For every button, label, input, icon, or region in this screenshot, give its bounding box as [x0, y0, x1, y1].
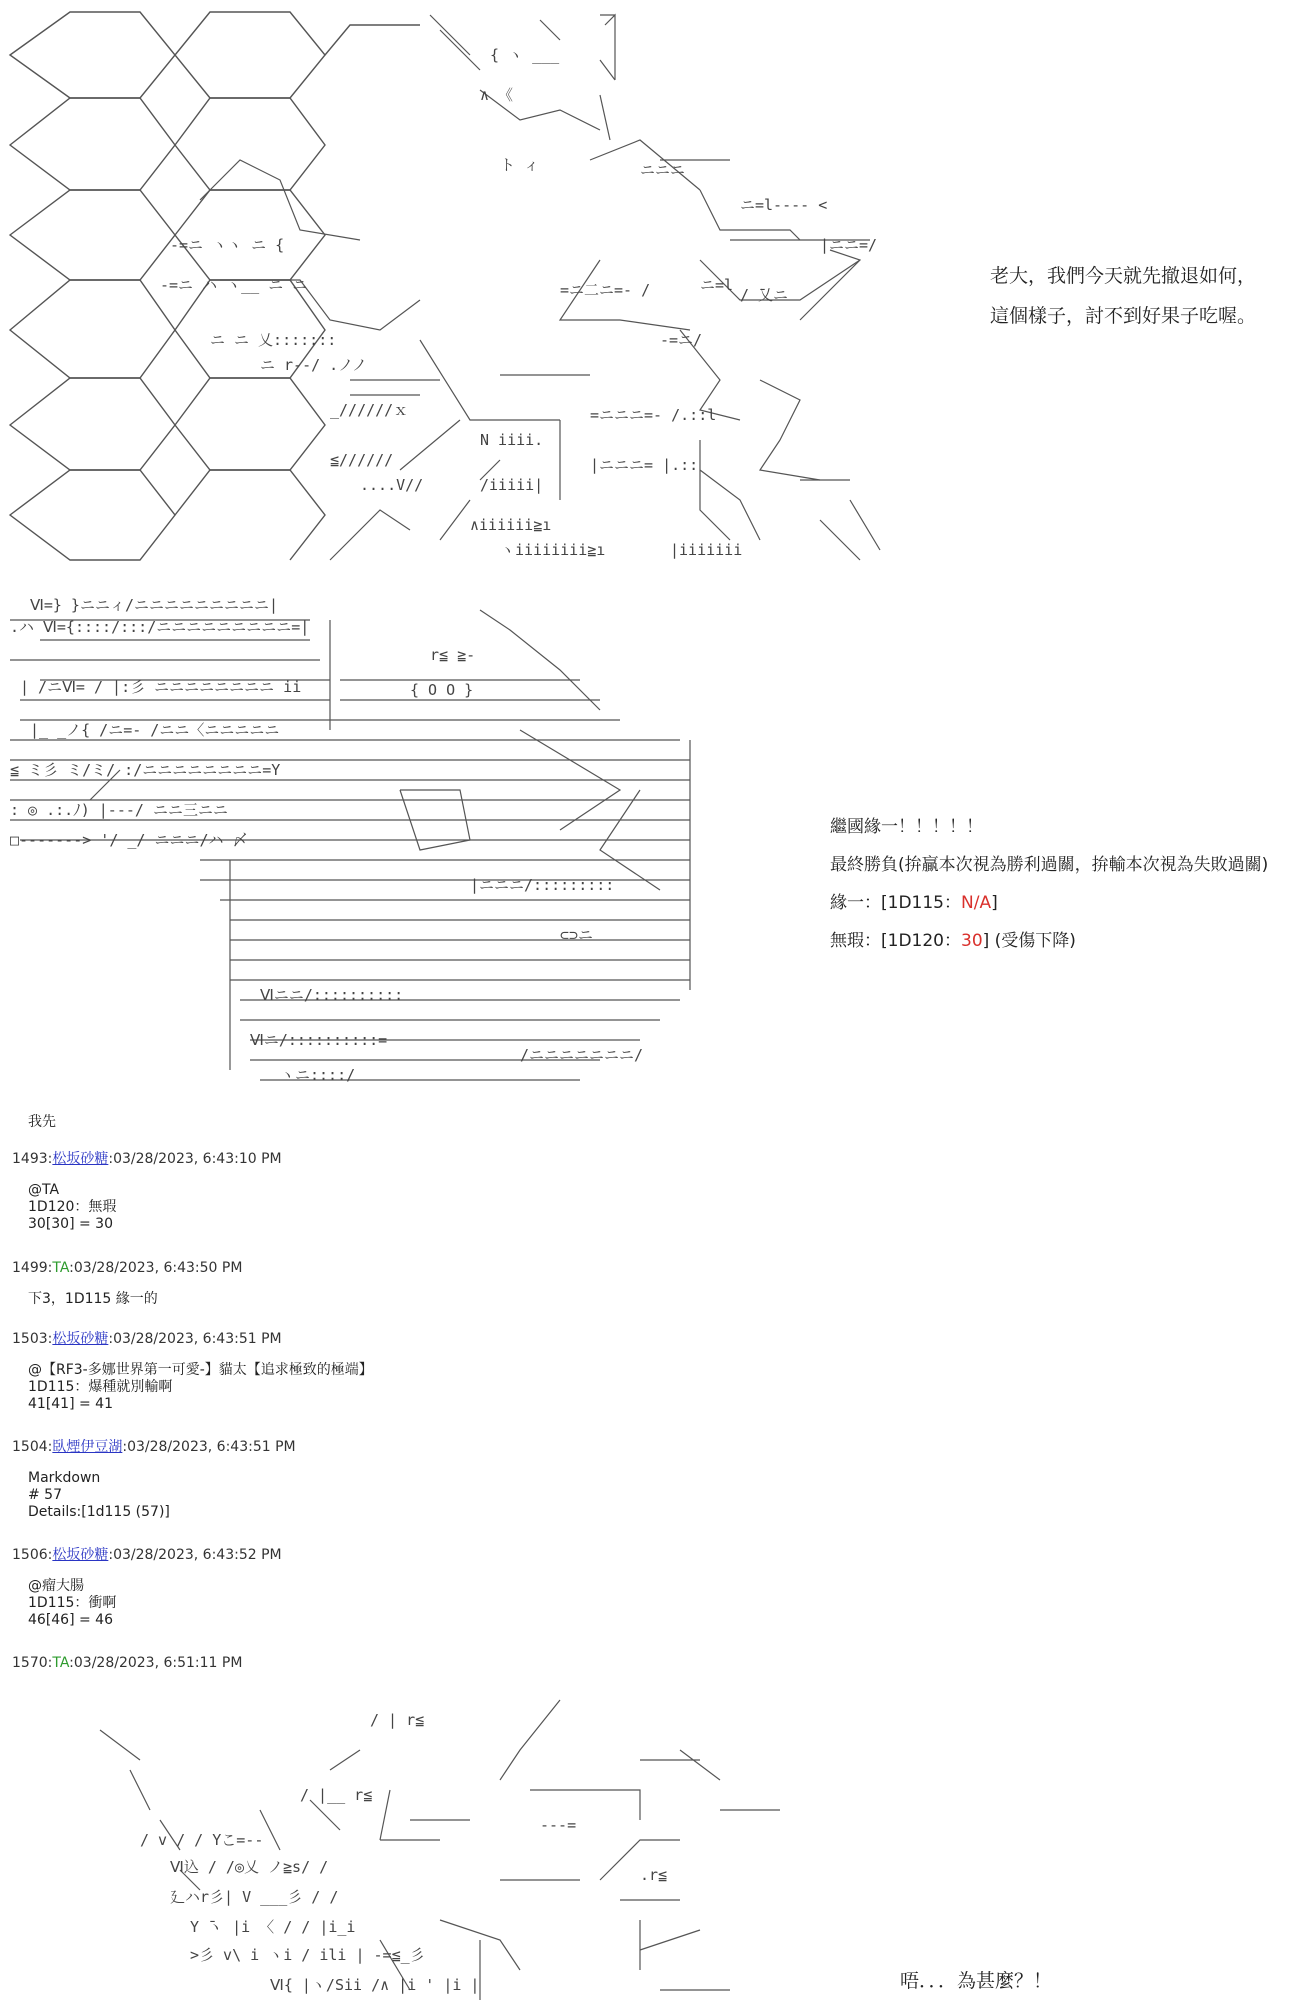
svg-text:N iiii.: N iiii.: [480, 431, 544, 449]
svg-text:>彡 v\ i ヽi / ili | -=≦_彡: >彡 v\ i ヽi / ili | -=≦_彡: [190, 1946, 425, 1964]
svg-text:Y ̄ヽ |i 〈 / / |i_i: Y ̄ヽ |i 〈 / / |i_i: [190, 1918, 356, 1936]
svg-text:-=ニ ヽヽ ニ {: -=ニ ヽヽ ニ {: [170, 236, 285, 254]
post-header: 1506:松坂砂糖:03/28/2023, 6:43:52 PM: [12, 1547, 282, 1563]
svg-text:|_ _ノ{ /ニ=- /ニニ〈ニニニニニ: |_ _ノ{ /ニ=- /ニニ〈ニニニニニ: [30, 721, 280, 739]
post-body: 下3，1D115 緣一的: [28, 1291, 158, 1307]
panel1-speech: [990, 256, 1256, 336]
svg-text:|ニニ=/: |ニニ=/: [820, 236, 878, 254]
svg-text:廴ハr彡| V ___彡 / /: 廴ハr彡| V ___彡 / /: [170, 1888, 339, 1906]
poster-name: TA: [52, 1260, 70, 1276]
svg-text:ニ=l---- <: ニ=l---- <: [740, 196, 828, 214]
panel3-ascii-art: [80, 1690, 780, 2000]
rules-line-3: 緣一：[1D115：N/A]: [830, 893, 998, 913]
svg-text:| /ニⅥ= / |:彡 ニニニニニニニニ ii: | /ニⅥ= / |:彡 ニニニニニニニニ ii: [20, 678, 302, 696]
post-1570: [12, 1655, 242, 1672]
svg-text:ニ ニ 乂:::::::: ニ ニ 乂:::::::: [210, 331, 337, 349]
panel1-ascii-art: [0, 0, 900, 570]
svg-text:□-------> '/ _/ ニニニ/ハ 〆: □-------> '/ _/ ニニニ/ハ 〆: [10, 831, 248, 849]
svg-text:: ◎ .:.ﾉ) |---/ ニニ三ニニ: : ◎ .:.ﾉ) |---/ ニニ三ニニ: [10, 801, 228, 819]
svg-text:-=ニ/: -=ニ/: [660, 331, 703, 349]
svg-text:∧iiiiii≧ı: ∧iiiiii≧ı: [470, 516, 552, 534]
svg-text:Ⅵ{ |ヽ/Sii /∧ |i ' |i |: Ⅵ{ |ヽ/Sii /∧ |i ' |i |: [270, 1976, 480, 1994]
svg-text:/ニニニニニニニ/: /ニニニニニニニ/: [520, 1046, 644, 1064]
svg-text:ニニニ: ニニニ: [640, 161, 686, 179]
post-body: @TA 1D120：無瑕 30[30] = 30: [28, 1182, 117, 1232]
svg-text:_//////ｘ: _//////ｘ: [330, 401, 409, 419]
svg-text:|ニニニ/:::::::::: |ニニニ/:::::::::: [470, 876, 615, 894]
post-1499: [12, 1260, 242, 1308]
yoriichi-roll-value: N/A: [961, 893, 992, 913]
poster-name-link[interactable]: 松坂砂糖: [52, 1331, 109, 1347]
rules-line-4: 無瑕：[1D120：30] (受傷下降): [830, 931, 1076, 951]
svg-text:/ |__ r≦: / |__ r≦: [300, 1786, 373, 1804]
svg-text:.r≦: .r≦: [640, 1866, 668, 1884]
svg-text:|ニニニ= |.::: |ニニニ= |.::: [590, 456, 699, 474]
mukai-roll-value: 30: [961, 931, 983, 951]
post-header: 1570:TA:03/28/2023, 6:51:11 PM: [12, 1655, 243, 1671]
speech-line-1: 老大，我們今天就先撤退如何，: [990, 265, 1257, 287]
svg-text:⊂⊃ニ: ⊂⊃ニ: [560, 926, 594, 944]
post-1506: [12, 1547, 282, 1629]
poster-name: TA: [52, 1655, 70, 1671]
svg-text:/ v / / Yこ=--: / v / / Yこ=--: [140, 1831, 264, 1849]
svg-text:---=: ---=: [540, 1816, 577, 1834]
svg-text:∧ 《: ∧ 《: [480, 86, 514, 104]
svg-text:ト ィ: ト ィ: [500, 156, 540, 174]
post-body: @瘤大腸 1D115：衝啊 46[46] = 46: [28, 1578, 117, 1628]
svg-text:-=ニ ハ ヽ__ ニ ニ: -=ニ ハ ヽ__ ニ ニ: [160, 276, 308, 294]
rules-line-2: 最終勝負(拚贏本次視為勝利過關，拚輸本次視為失敗過關): [830, 855, 1269, 875]
svg-text:=ニニニ=- /.::l: =ニニニ=- /.::l: [590, 406, 717, 424]
post-1493: [12, 1151, 282, 1233]
svg-text:≦//////: ≦//////: [330, 451, 394, 469]
post-header: 1504:臥煙伊豆湖:03/28/2023, 6:43:51 PM: [12, 1439, 296, 1455]
intro-text: 我先: [28, 1114, 56, 1130]
svg-text:....V//: ....V//: [360, 476, 424, 494]
svg-text:≦ ミ彡 ミ/ミ/ :/ニニニニニニニニ=Y: ≦ ミ彡 ミ/ミ/ :/ニニニニニニニニ=Y: [10, 761, 281, 779]
svg-text:ニ=l: ニ=l: [700, 276, 734, 294]
dice-rules-panel: [830, 808, 1268, 960]
post-body: @【RF3-多娜世界第一可愛-】貓太【追求極致的極端】 1D115：爆種就別輸啊 41[41] = 41: [28, 1362, 373, 1412]
svg-text:Ⅵ=} }ニニィ/ニニニニニニニニニ|: Ⅵ=} }ニニィ/ニニニニニニニニニ|: [30, 596, 279, 614]
svg-text:r≦ ≧-: r≦ ≧-: [430, 646, 476, 664]
poster-name-link[interactable]: 臥煙伊豆湖: [52, 1439, 123, 1455]
svg-text:ヽiiiiiiii≧ı: ヽiiiiiiii≧ı: [500, 541, 606, 559]
post-header: 1499:TA:03/28/2023, 6:43:50 PM: [12, 1260, 243, 1276]
svg-text:Ⅵニ/::::::::::=: Ⅵニ/::::::::::=: [250, 1031, 388, 1049]
post-header: 1503:松坂砂糖:03/28/2023, 6:43:51 PM: [12, 1331, 282, 1347]
post-1503: [12, 1331, 373, 1413]
speech-line-2: 這個樣子，討不到好果子吃喔。: [990, 305, 1257, 327]
thread-intro: [12, 1114, 56, 1131]
svg-text:/ ̄乂ニ: / ̄乂ニ: [740, 286, 789, 304]
post-body: Markdown # 57 Details:[1d115 (57)]: [28, 1470, 170, 1520]
panel2-ascii-art: [0, 590, 700, 1100]
svg-text:Ⅵニニ/::::::::::: Ⅵニニ/::::::::::: [260, 986, 404, 1004]
svg-text:{ ヽ ___: { ヽ ___: [490, 46, 560, 64]
panel3-speech: [900, 1970, 1052, 1992]
rules-line-1: 繼國緣一！！！！！: [830, 817, 983, 837]
svg-text:=ニ二ニ=- /: =ニ二ニ=- /: [560, 281, 651, 299]
svg-text:/iiiii|: /iiiii|: [480, 476, 544, 494]
poster-name-link[interactable]: 松坂砂糖: [52, 1151, 109, 1167]
post-1504: [12, 1439, 296, 1521]
svg-text:ニ r--/ .ノノ: ニ r--/ .ノノ: [260, 356, 368, 374]
post-header: 1493:松坂砂糖:03/28/2023, 6:43:10 PM: [12, 1151, 282, 1167]
speech-text: 唔．．．為甚麼？！: [900, 1970, 1053, 1992]
svg-text:|iiiiiii: |iiiiiii: [670, 541, 743, 559]
poster-name-link[interactable]: 松坂砂糖: [52, 1547, 109, 1563]
svg-text:/ | r≦: / | r≦: [370, 1711, 425, 1729]
svg-text:.ハ Ⅵ={::::/:::/ニニニニニニニニニ=|: .ハ Ⅵ={::::/:::/ニニニニニニニニニ=|: [10, 618, 310, 636]
svg-text:{ O O }: { O O }: [410, 681, 474, 699]
svg-text:Ⅵ込 / /◎乂 ノ≧s/ /: Ⅵ込 / /◎乂 ノ≧s/ /: [170, 1858, 329, 1876]
svg-text:ヽニ::::/: ヽニ::::/: [280, 1066, 356, 1084]
